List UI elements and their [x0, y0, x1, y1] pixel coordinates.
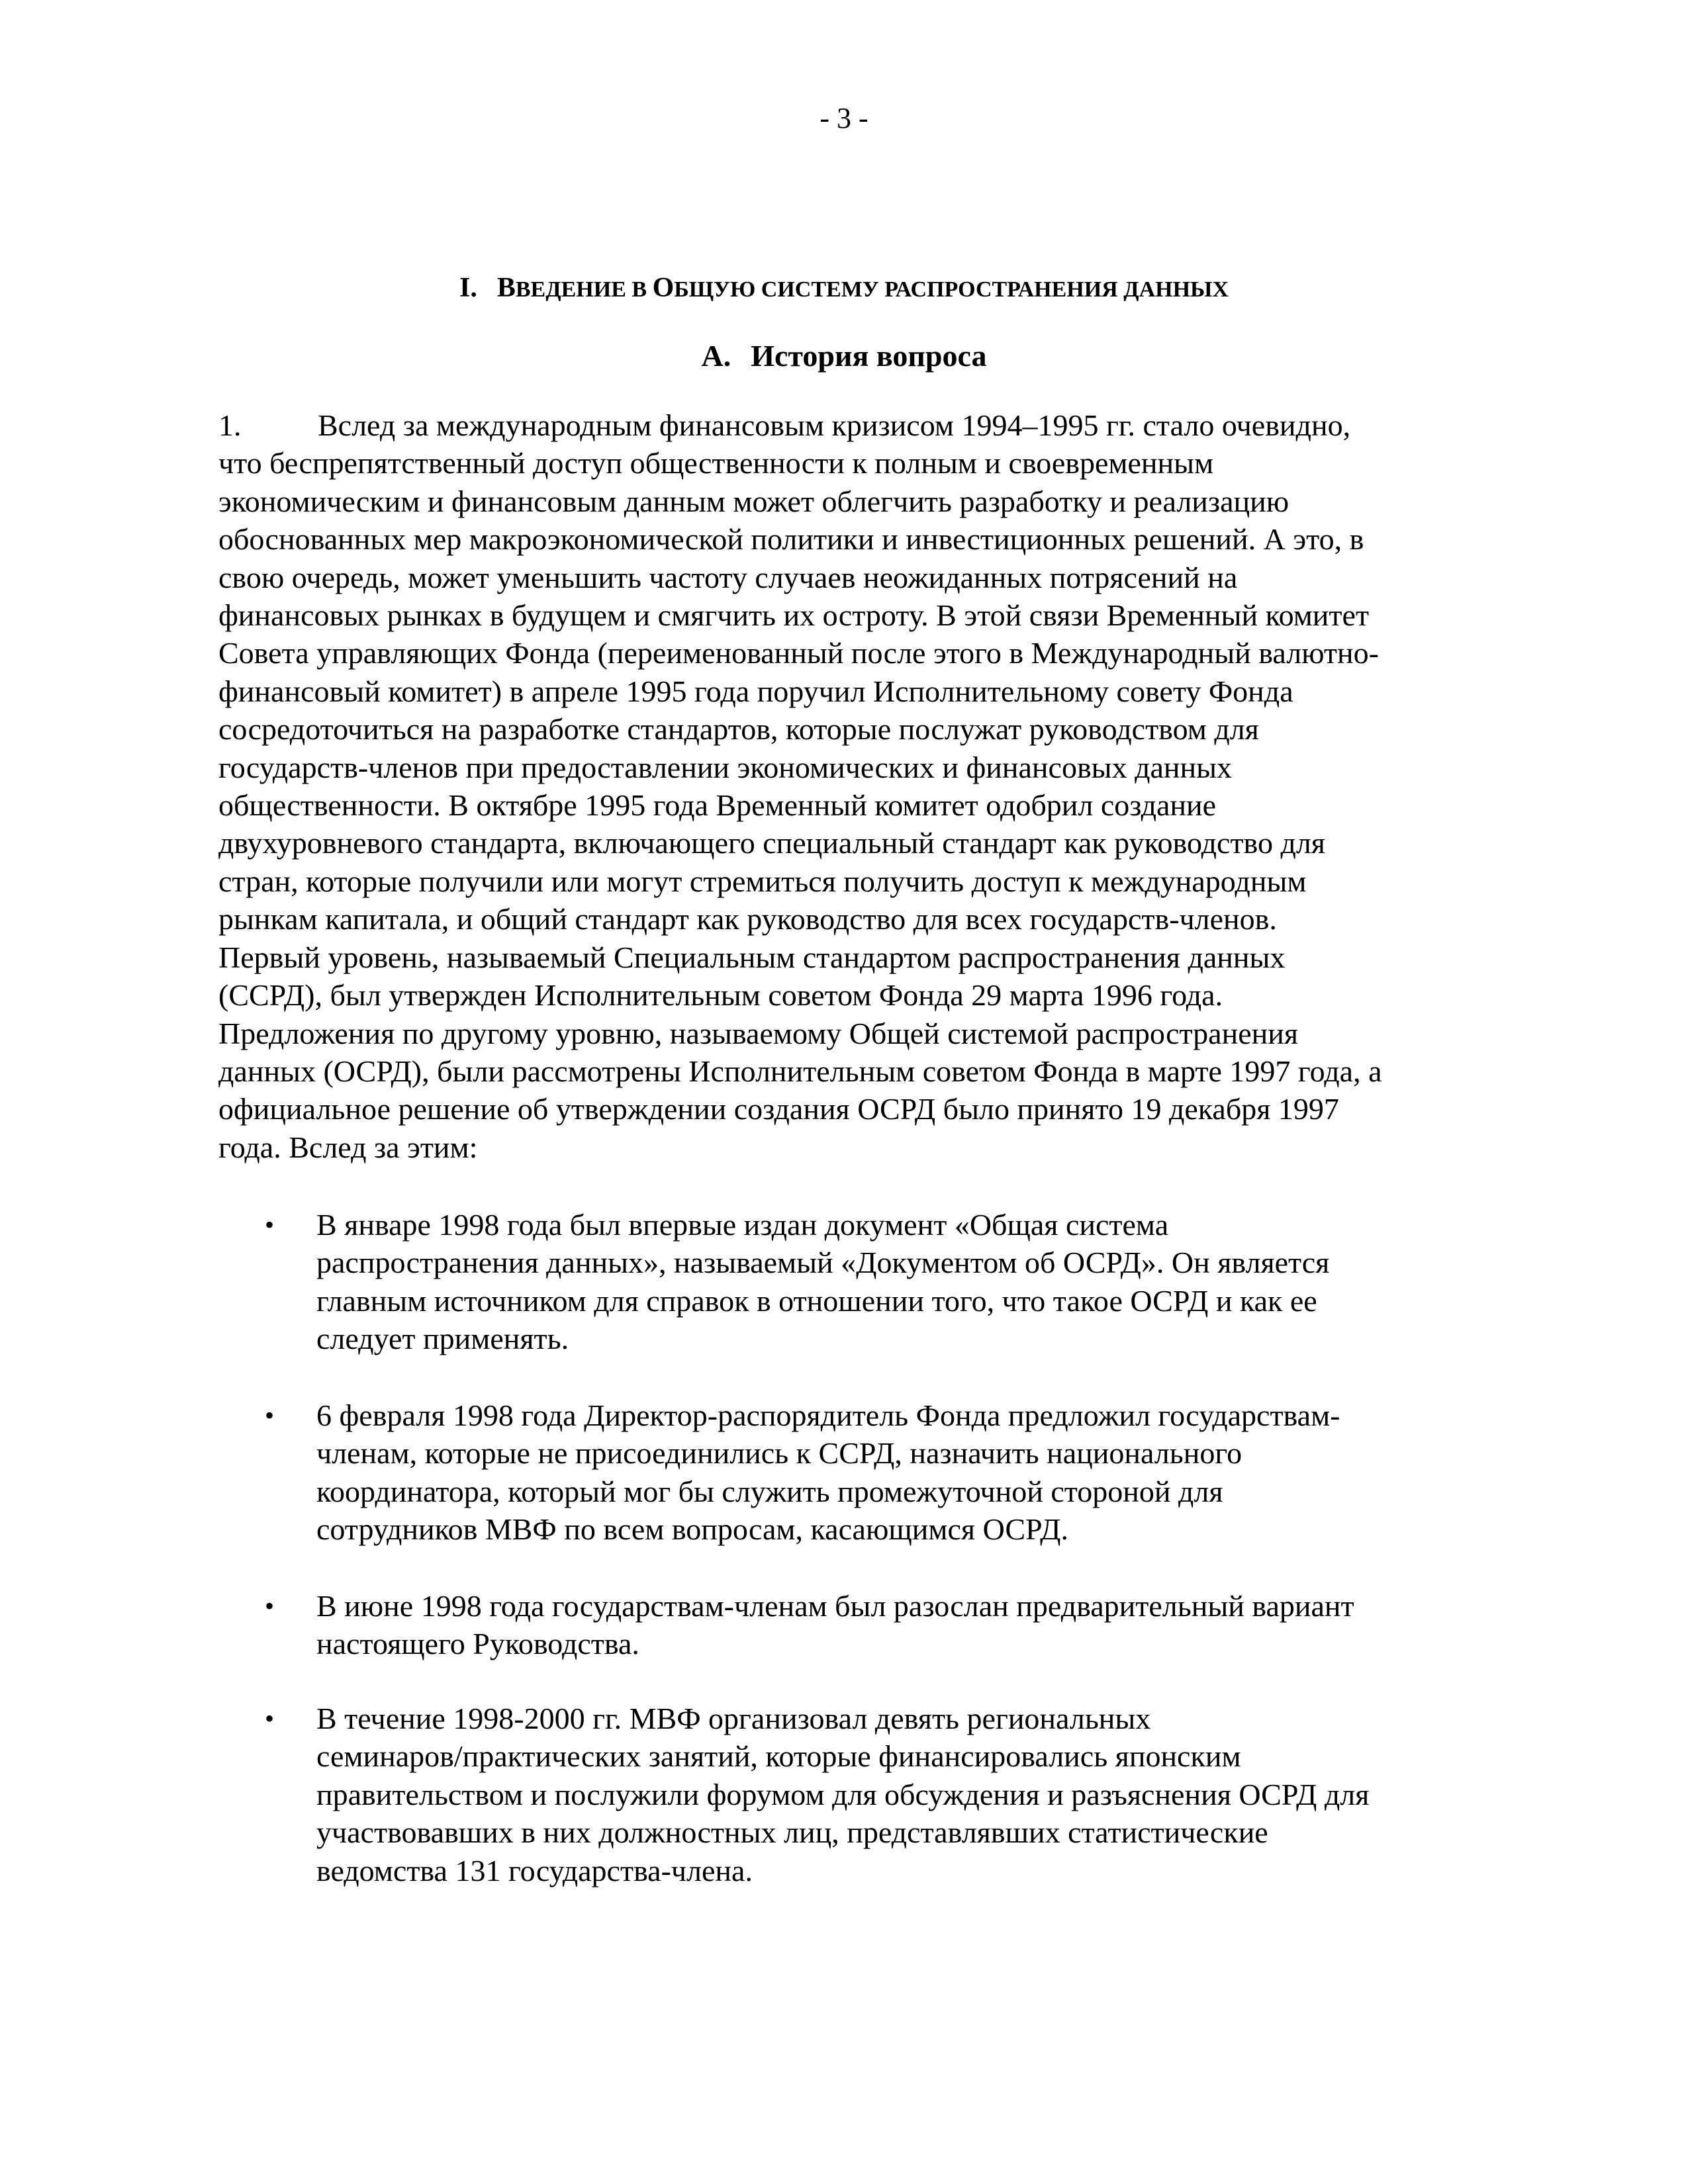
paragraph-line: свою очередь, может уменьшить частоту случаев неожиданных потрясений на [218, 560, 1238, 594]
page-number: - 3 - [820, 102, 868, 134]
bullet-icon: • [265, 1591, 275, 1621]
paragraph-line: года. Вслед за этим: [218, 1130, 478, 1164]
paragraph-line: сосредоточиться на разработке стандартов, которые послужат руководством для [218, 712, 1259, 747]
section-title-part-1: ВЕДЕНИЕ В [515, 277, 653, 302]
bullet-text [316, 1206, 1489, 1358]
paragraph-number: 1. [218, 408, 242, 442]
subsection-title: История вопроса [751, 339, 987, 373]
bullet-icon: • [265, 1400, 275, 1430]
paragraph-line: двухуровневого стандарта, включающего специальный стандарт как руководство для [218, 826, 1325, 860]
paragraph-line: общественности. В октябре 1995 года Временный комитет одобрил создание [218, 788, 1217, 823]
paragraph-line: стран, которые получили или могут стремиться получить доступ к международным [218, 864, 1307, 898]
bullet-line: сотрудников МВФ по всем вопросам, касающимся ОСРД. [316, 1512, 1069, 1547]
bullet-icon: • [265, 1210, 275, 1240]
paragraph-line: (ССРД), был утвержден Исполнительным советом Фонда 29 марта 1996 года. [218, 978, 1223, 1013]
bullet-line: координатора, который мог бы служить промежуточной стороной для [316, 1474, 1223, 1508]
paragraph-line: что беспрепятственный доступ общественности к полным и своевременным [218, 446, 1214, 480]
paragraph-line: государств-членов при предоставлении экономических и финансовых данных [218, 750, 1233, 784]
paragraph-line: официальное решение об утверждении создания ОСРД было принято 19 декабря 1997 [218, 1092, 1339, 1126]
paragraph-line: финансовых рынках в будущем и смягчить их остроту. В этой связи Временный комитет [218, 598, 1370, 633]
section-heading [0, 270, 1688, 308]
bullet-line: семинаров/практических занятий, которые финансировались японским [316, 1739, 1241, 1774]
paragraph-line: данных (ОСРД), были рассмотрены Исполнительным советом Фонда в марте 1997 года, а [218, 1054, 1382, 1088]
paragraph-line: Совета управляющих Фонда (переименованный после этого в Международный валютно- [218, 636, 1379, 670]
paragraph-line: Первый уровень, называемый Специальным стандартом распространения данных [218, 940, 1286, 974]
bullet-line: распространения данных», называемый «Документом об ОСРД». Он является [316, 1246, 1330, 1280]
bullet-line: участвовавших в них должностных лиц, представлявших статистические [316, 1815, 1268, 1850]
bullet-line: правительством и послужили форумом для обсуждения и разъяснения ОСРД для [316, 1777, 1370, 1811]
bullet-line: В течение 1998-2000 гг. МВФ организовал девять региональных [316, 1702, 1151, 1735]
paragraph-line: финансовый комитет) в апреле 1995 года поручил Исполнительному совету Фонда [218, 674, 1293, 708]
bullet-line: членам, которые не присоединились к ССРД, назначить национального [316, 1436, 1243, 1471]
bullet-line: В июне 1998 года государствам-членам был разослан предварительный вариант [316, 1589, 1354, 1623]
section-title-initial-1: В [496, 273, 516, 303]
subsection-letter: A. [701, 339, 731, 373]
bullet-text [316, 1700, 1489, 1889]
bullet-line: настоящего Руководства. [316, 1627, 639, 1661]
bullet-line: следует применять. [316, 1322, 569, 1356]
paragraph-line: Предложения по другому уровню, называемому Общей системой распространения [218, 1016, 1299, 1050]
paragraph-line: экономическим и финансовым данным может облегчить разработку и реализацию [218, 484, 1289, 518]
paragraph-line-text: Вслед за международным финансовым кризисом 1994–1995 гг. стало очевидно, [318, 408, 1351, 442]
bullet-line: ведомства 131 государства-члена. [316, 1853, 753, 1888]
bullet-line: 6 февраля 1998 года Директор-распорядитель Фонда предложил государствам- [316, 1398, 1340, 1432]
section-title-initial-2: О [652, 273, 675, 303]
section-title-part-2: БЩУЮ СИСТЕМУ РАСПРОСТРАНЕНИЯ ДАННЫХ [674, 277, 1229, 302]
bullet-text [316, 1396, 1489, 1549]
paragraph-line: рынкам капитала, и общий стандарт как руководство для всех государств-членов. [218, 902, 1277, 936]
paragraph-line [218, 406, 1489, 444]
bullet-line: главным источником для справок в отношении того, что такое ОСРД и как ее [316, 1283, 1317, 1318]
paragraph-1 [218, 406, 1489, 1166]
bullet-icon: • [265, 1704, 275, 1733]
subsection-heading [0, 338, 1688, 375]
bullet-line: В январе 1998 года был впервые издан документ «Общая система [316, 1208, 1169, 1242]
section-numeral: I. [459, 273, 477, 303]
paragraph-line: обоснованных мер макроэкономической политики и инвестиционных решений. А это, в [218, 522, 1364, 557]
bullet-text [316, 1587, 1489, 1663]
